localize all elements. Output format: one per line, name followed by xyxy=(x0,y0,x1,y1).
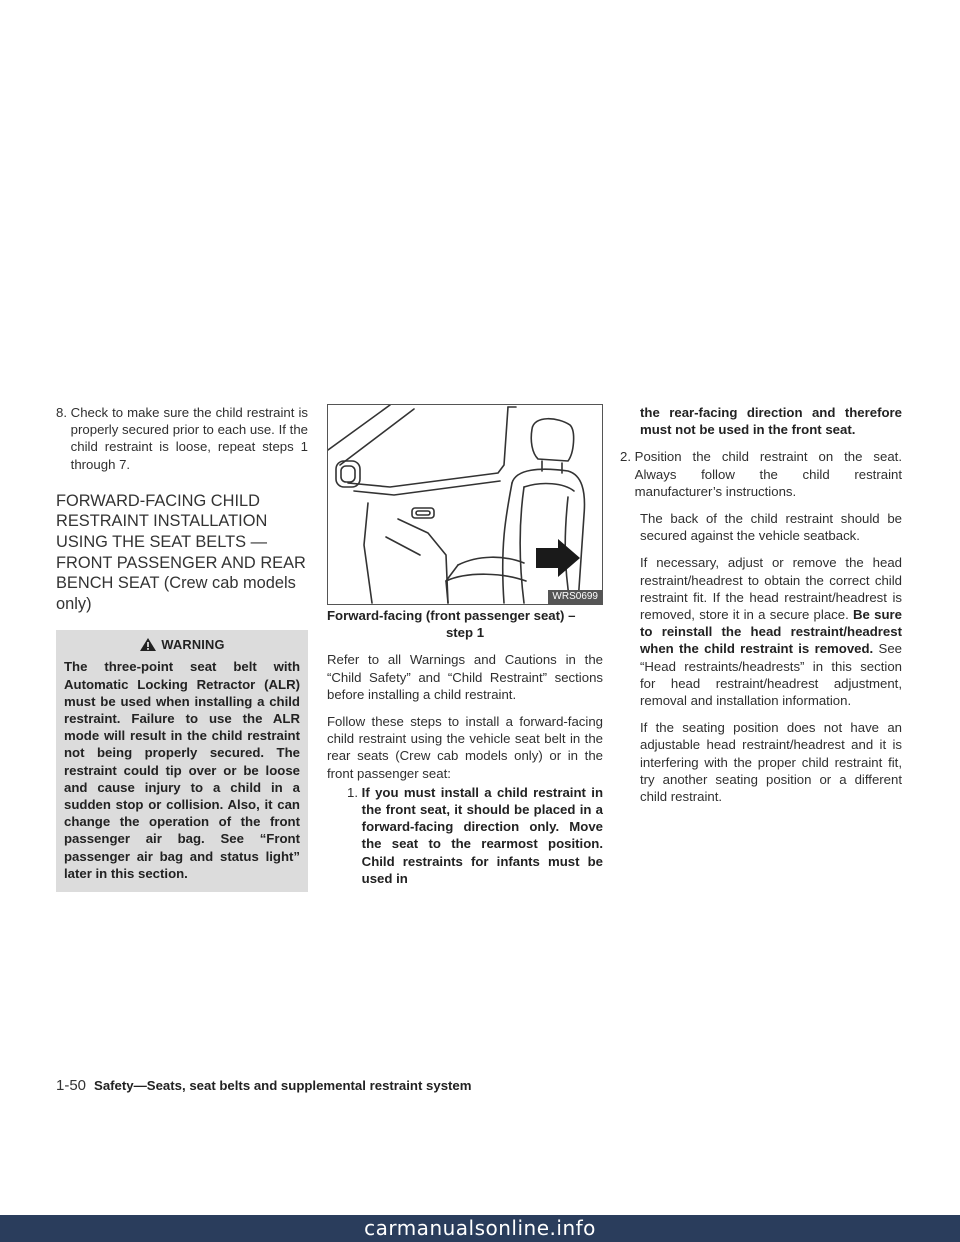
step-text: If you must install a child restraint in the front seat, it should be placed in a forward-facing direction only. Move the seat to the rearmost position. Child restraints for infants must be used in xyxy=(361,784,603,886)
footer-title: Safety—Seats, seat belts and supplemental restraint system xyxy=(94,1078,472,1093)
figure-caption xyxy=(327,607,603,641)
left-column xyxy=(56,404,308,892)
watermark-banner: carmanualsonline.info xyxy=(0,1215,960,1242)
step-number: 2. xyxy=(620,449,631,465)
paragraph-seating: If the seating position does not have an adjustable head restraint/headrest and it is interfering with the proper child restraint fit, try another seating position or a different child restraint. xyxy=(640,720,902,805)
head-text-bold: Be sure to reinstall the head restraint/headrest when the child restraint is removed. xyxy=(640,607,902,657)
step-2 xyxy=(620,448,902,500)
caption-line-1: Forward-facing (front passenger seat) – xyxy=(327,608,576,623)
page-footer xyxy=(56,1077,472,1094)
warning-header xyxy=(64,634,300,654)
step-1-continued: the rear-facing direction and therefore must not be used in the front seat. xyxy=(640,405,902,438)
head-text-a: If necessary, adjust or remove the head restraint/headrest to obtain the correct child restraint fit. If the head restraint/headrest is removed, store it in a secure place. xyxy=(640,555,902,623)
warning-title: WARNING xyxy=(161,636,225,652)
step-number: 8. xyxy=(56,405,67,420)
warning-text: The three-point seat belt with Automatic Locking Retractor (ALR) must be used when installing a child restraint. Failure to use the ALR mode will result in the child restraint not being properly secured. The restraint could tip over or be loose and cause injury to a child in a sudden stop or collision. Also, it can change the operation of the front passenger air bag. See “Front passenger air bag and status light” later in this section. xyxy=(64,659,300,881)
paragraph-follow: Follow these steps to install a forward-facing child restraint using the vehicle seat belt in the rear seats (Crew cab models only) or in the front passenger seat: xyxy=(327,714,603,781)
step-8 xyxy=(56,404,308,473)
step-number: 1. xyxy=(347,784,358,800)
warning-icon xyxy=(139,637,157,652)
middle-column xyxy=(327,404,603,887)
step-text: Check to make sure the child restraint is properly secured prior to each use. If the child restraint is loose, repeat steps 1 through 7. xyxy=(70,405,308,472)
paragraph-head-restraint xyxy=(620,554,902,709)
right-column xyxy=(620,404,902,805)
step-text: Position the child restraint on the seat. Always follow the child restraint manufacturer’s instructions. xyxy=(634,449,902,499)
section-title: FORWARD-FACING CHILD RESTRAINT INSTALLATION USING THE SEAT BELTS — FRONT PASSENGER AND REAR BENCH SEAT (Crew cab models only) xyxy=(56,491,306,613)
seat-illustration xyxy=(327,404,603,605)
warning-box xyxy=(56,630,308,892)
front-passenger-seat-drawing xyxy=(328,405,602,604)
paragraph-refer: Refer to all Warnings and Cautions in the “Child Safety” and “Child Restraint” sections before installing a child restraint. xyxy=(327,652,603,702)
step-1 xyxy=(327,784,603,887)
paragraph-back: The back of the child restraint should be secured against the vehicle seatback. xyxy=(640,511,902,544)
head-text-c: See “Head restraints/headrests” in this section for head restraint/headrest adjustment, removal and installation information. xyxy=(640,641,902,709)
page-number: 1-50 xyxy=(56,1077,87,1094)
caption-line-2: step 1 xyxy=(445,625,485,641)
figure-code: WRS0699 xyxy=(548,590,602,604)
